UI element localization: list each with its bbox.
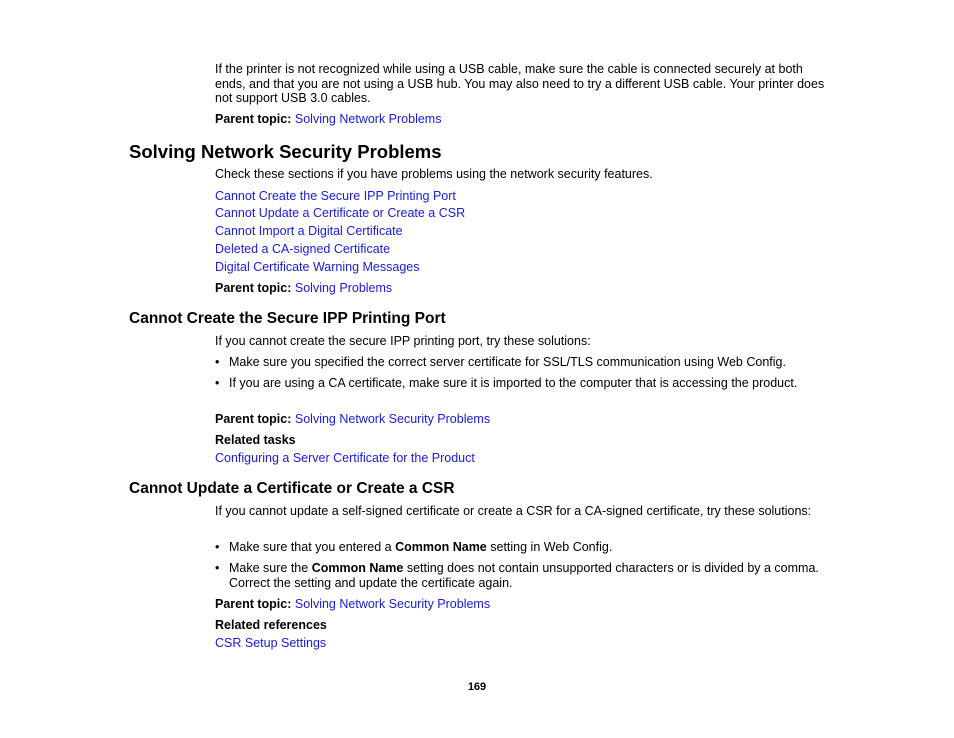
link-text[interactable]: Cannot Create the Secure IPP Printing Port [215,189,456,203]
security-parent-topic [215,281,825,296]
intro-parent-topic [215,112,825,127]
bullet-text [229,561,825,590]
bullet-text-before: Make sure the [229,561,312,575]
link-csr-setup-settings[interactable] [215,636,825,651]
bullet-text: If you are using a CA certificate, make sure it is imported to the computer that is accessing the product. [229,376,798,390]
link-text[interactable]: CSR Setup Settings [215,636,327,650]
intro-paragraph: If the printer is not recognized while using a USB cable, make sure the cable is connected securely at both ends, and that you are not using a USB hub. You may also need to try a different USB cable. Your printer does not support USB 3.0 cables. [215,62,825,106]
security-intro: Check these sections if you have problems using the network security features. [215,167,653,181]
heading-cannot-create-ipp-port: Cannot Create the Secure IPP Printing Port [129,310,446,327]
link-cannot-import-certificate[interactable] [215,224,825,239]
link-cannot-create-ipp-port[interactable] [215,189,825,204]
bullet-icon: • [215,540,220,554]
link-solving-network-security-problems[interactable]: Solving Network Security Problems [294,597,491,611]
link-text[interactable]: Cannot Import a Digital Certificate [215,224,403,238]
common-name-term: Common Name [395,540,487,554]
link-cannot-update-certificate[interactable] [215,206,825,221]
link-text[interactable]: Configuring a Server Certificate for the Product [215,451,475,465]
link-text[interactable]: Digital Certificate Warning Messages [215,260,420,274]
csr-parent-topic [215,597,825,612]
link-solving-problems[interactable]: Solving Problems [294,281,393,295]
ipp-intro: If you cannot create the secure IPP printing port, try these solutions: [215,334,591,348]
heading-cannot-update-certificate: Cannot Update a Certificate or Create a CSR [129,480,455,497]
link-deleted-ca-certificate[interactable] [215,242,825,257]
parent-topic-label: Parent topic: [215,112,292,126]
link-solving-network-problems[interactable]: Solving Network Problems [294,112,442,126]
bullet-icon: • [215,355,220,369]
bullet-text-after: setting in Web Config. [486,540,613,554]
link-solving-network-security-problems[interactable]: Solving Network Security Problems [294,412,491,426]
parent-topic-label: Parent topic: [215,281,292,295]
related-tasks-label: Related tasks [215,433,296,447]
link-configuring-server-certificate[interactable] [215,451,825,466]
bullet-icon: • [215,376,220,390]
bullet-text-before: Make sure that you entered a [229,540,396,554]
heading-solving-network-security-problems: Solving Network Security Problems [129,141,442,162]
common-name-term: Common Name [311,561,404,575]
bullet-text [229,540,825,555]
parent-topic-label: Parent topic: [215,597,292,611]
page-number: 169 [467,681,487,693]
link-certificate-warning-messages[interactable] [215,260,825,275]
bullet-text-after: setting does not contain unsupported characters or is divided by a comma. Correct the setting and update the certificate again. [229,561,819,590]
csr-intro: If you cannot update a self-signed certificate or create a CSR for a CA-signed certificate, try these solutions: [215,504,812,518]
bullet-text: Make sure you specified the correct server certificate for SSL/TLS communication using Web Config. [229,355,786,369]
link-text[interactable]: Cannot Update a Certificate or Create a CSR [215,206,466,220]
parent-topic-label: Parent topic: [215,412,292,426]
bullet-icon: • [215,561,220,575]
link-text[interactable]: Deleted a CA-signed Certificate [215,242,391,256]
ipp-parent-topic [215,412,825,427]
related-references-label: Related references [215,618,327,632]
